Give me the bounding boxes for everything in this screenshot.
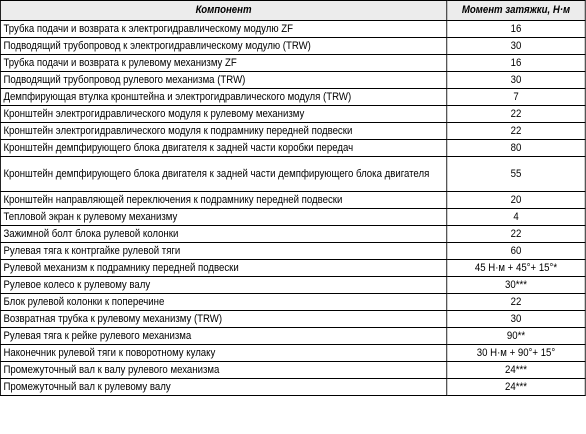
- component-cell: Трубка подачи и возврата к рулевому механизму ZF: [0, 55, 446, 72]
- table-row: [0, 38, 585, 55]
- column-header-component: Компонент: [0, 1, 446, 21]
- component-cell: Наконечник рулевой тяги к поворотному кулаку: [0, 345, 446, 362]
- table-row: [0, 209, 585, 226]
- component-cell: Рулевая тяга к контргайке рулевой тяги: [0, 243, 446, 260]
- table-row: [0, 89, 585, 106]
- component-cell: Подводящий трубопровод рулевого механизма (TRW): [0, 72, 446, 89]
- table-row: [0, 192, 585, 209]
- table-row: [0, 106, 585, 123]
- component-cell: Кронштейн демпфирующего блока двигателя к задней части коробки передач: [0, 140, 446, 157]
- torque-cell: 7: [447, 89, 585, 106]
- component-cell: Возвратная трубка к рулевому механизму (TRW): [0, 311, 446, 328]
- component-cell: Рулевое колесо к рулевому валу: [0, 277, 446, 294]
- table-row: [0, 345, 585, 362]
- component-cell: Кронштейн электрогидравлического модуля к рулевому механизму: [0, 106, 446, 123]
- component-cell: Кронштейн электрогидравлического модуля к подрамнику передней подвески: [0, 123, 446, 140]
- table-row: [0, 226, 585, 243]
- torque-cell: 30: [447, 38, 585, 55]
- component-cell: Демпфирующая втулка кронштейна и электрогидравлического модуля (TRW): [0, 89, 446, 106]
- torque-cell: 4: [447, 209, 585, 226]
- component-cell: Зажимной болт блока рулевой колонки: [0, 226, 446, 243]
- component-cell: Тепловой экран к рулевому механизму: [0, 209, 446, 226]
- torque-cell: 60: [447, 243, 585, 260]
- table-row: [0, 311, 585, 328]
- torque-cell: 16: [447, 55, 585, 72]
- table-row: [0, 379, 585, 396]
- table-row: [0, 140, 585, 157]
- column-header-torque: Момент затяжки, Н·м: [447, 1, 585, 21]
- torque-cell: 45 Н·м + 45°+ 15°*: [447, 260, 585, 277]
- table-row: [0, 243, 585, 260]
- table-row: [0, 157, 585, 192]
- torque-cell: 30: [447, 311, 585, 328]
- table-header-row: [0, 1, 585, 21]
- component-cell: Промежуточный вал к валу рулевого механизма: [0, 362, 446, 379]
- torque-cell: 24***: [447, 379, 585, 396]
- torque-cell: 30: [447, 72, 585, 89]
- component-cell: Кронштейн демпфирующего блока двигателя к задней части демпфирующего блока двигателя: [0, 157, 446, 192]
- torque-cell: 16: [447, 21, 585, 38]
- component-cell: Блок рулевой колонки к поперечине: [0, 294, 446, 311]
- torque-cell: 24***: [447, 362, 585, 379]
- table-row: [0, 328, 585, 345]
- component-cell: Кронштейн направляющей переключения к подрамнику передней подвески: [0, 192, 446, 209]
- table-row: [0, 260, 585, 277]
- component-cell: Подводящий трубопровод к электрогидравлическому модулю (TRW): [0, 38, 446, 55]
- torque-cell: 20: [447, 192, 585, 209]
- torque-cell: 22: [447, 294, 585, 311]
- component-cell: Рулевой механизм к подрамнику передней подвески: [0, 260, 446, 277]
- component-cell: Промежуточный вал к рулевому валу: [0, 379, 446, 396]
- table-row: [0, 55, 585, 72]
- table-row: [0, 72, 585, 89]
- torque-cell: 22: [447, 106, 585, 123]
- torque-cell: 80: [447, 140, 585, 157]
- table-row: [0, 294, 585, 311]
- component-cell: Трубка подачи и возврата к электрогидравлическому модулю ZF: [0, 21, 446, 38]
- table-row: [0, 21, 585, 38]
- torque-cell: 22: [447, 123, 585, 140]
- table-row: [0, 362, 585, 379]
- torque-cell: 22: [447, 226, 585, 243]
- torque-cell: 30 Н·м + 90°+ 15°: [447, 345, 585, 362]
- torque-cell: 90**: [447, 328, 585, 345]
- torque-cell: 30***: [447, 277, 585, 294]
- table-row: [0, 277, 585, 294]
- torque-cell: 55: [447, 157, 585, 192]
- component-cell: Рулевая тяга к рейке рулевого механизма: [0, 328, 446, 345]
- table-row: [0, 123, 585, 140]
